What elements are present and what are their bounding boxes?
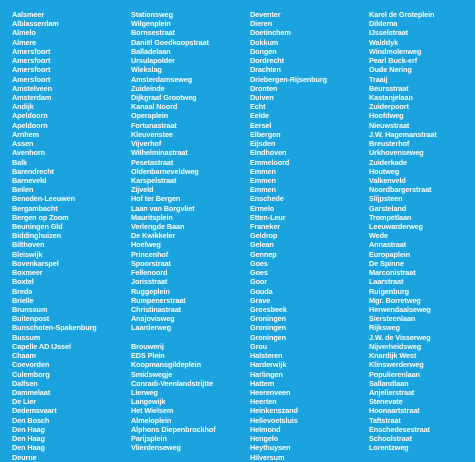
- list-item: Oldenbarneveldweg: [131, 166, 199, 176]
- list-item: IJsselstraat: [369, 28, 408, 38]
- list-item: Populierenlaan: [369, 369, 420, 379]
- list-item: Emmen: [250, 185, 276, 195]
- list-item: Harlingen: [250, 369, 283, 379]
- list-item: Brouwerij: [131, 341, 164, 351]
- list-item: Lorentzweg: [369, 443, 409, 453]
- list-item: Zuiderkade: [369, 157, 407, 167]
- list-item: Ansjovisweg: [131, 314, 175, 324]
- list-item: Valkenveld: [369, 175, 406, 185]
- list-item: Heerenveen: [250, 387, 291, 397]
- list-item: Amsterdam: [12, 92, 52, 102]
- list-item: Etten-Leur: [250, 212, 286, 222]
- list-item: Conradi-Veenlandstrijtte: [131, 378, 213, 388]
- list-item: Den Haag: [12, 424, 45, 434]
- list-item: Coevorden: [12, 360, 50, 370]
- column-3: [250, 10, 368, 462]
- list-item: Capelle AD IJssel: [12, 341, 71, 351]
- list-item: Wiekslag: [131, 65, 162, 75]
- list-item: Dieren: [250, 19, 273, 29]
- list-item: Bleiswijk: [12, 249, 43, 259]
- list-item: Karel de Groteplein: [369, 10, 435, 19]
- list-item: Garsteland: [369, 203, 407, 213]
- list-item: Fellenoord: [131, 268, 168, 278]
- list-item: Bilthoven: [12, 240, 45, 250]
- list-item: Eindhoven: [250, 148, 287, 158]
- list-item: EDS Plein: [131, 351, 165, 361]
- list-item: Pearl Buck-erf: [369, 56, 418, 66]
- list-item: Ursulapolder: [131, 56, 175, 66]
- list-item: Breda: [12, 286, 33, 296]
- list-item: Echt: [250, 102, 266, 112]
- list-item: Emmen: [250, 166, 276, 176]
- list-item: Schoolstraat: [369, 434, 412, 444]
- list-item: Vlierdenseweg: [131, 443, 181, 453]
- list-item: Smidswegje: [131, 369, 173, 379]
- list-item: Driebergen-Rijsenburg: [250, 74, 327, 84]
- list-gap: [131, 333, 249, 342]
- list-item: Hoofdweg: [369, 111, 404, 121]
- list-item: Culemborg: [12, 369, 50, 379]
- list-item: Den Haag: [12, 434, 45, 444]
- list-item: Emmen: [250, 175, 276, 185]
- list-item: Sallandlaan: [369, 378, 409, 388]
- list-item: Goes: [250, 268, 268, 278]
- list-item: Ruigenburg: [369, 286, 409, 296]
- list-item: Eijsden: [250, 139, 276, 149]
- list-item: Deurne: [12, 452, 37, 462]
- list-item: Het Wielsem: [131, 406, 174, 416]
- list-item: Nieuwstraat: [369, 120, 410, 130]
- list-item: Amersfoort: [12, 46, 51, 56]
- column-1: [12, 10, 130, 462]
- list-item: Laarstraat: [369, 277, 404, 287]
- list-item: Jorisstraat: [131, 277, 168, 287]
- list-item: Heinkenszand: [250, 406, 298, 416]
- list-item: Heythuysen: [250, 443, 291, 453]
- list-item: Stenevate: [369, 397, 403, 407]
- list-item: Dokkum: [250, 37, 279, 47]
- list-item: Beneden-Leeuwen: [12, 194, 75, 204]
- list-item: Rijksweg: [369, 323, 400, 333]
- list-item: Bergambacht: [12, 203, 58, 213]
- list-item: Walddyk: [369, 37, 399, 47]
- list-item: Dedemsvaart: [12, 406, 57, 416]
- list-item: Amstelveen: [12, 83, 52, 93]
- list-item: Rumpenerstraat: [131, 295, 186, 305]
- list-item: Lierweg: [131, 387, 158, 397]
- list-item: Enschedesestraat: [369, 424, 430, 434]
- list-item: Boxmeer: [12, 268, 43, 278]
- column-2: [131, 10, 249, 453]
- list-item: Koopmansgildeplein: [131, 360, 201, 370]
- list-item: Kanaal Noord: [131, 102, 178, 112]
- list-item: Amersfoort: [12, 56, 51, 66]
- list-item: Europaplein: [369, 249, 411, 259]
- list-item: Goes: [250, 258, 268, 268]
- list-item: Almeloplein: [131, 415, 172, 425]
- list-item: Stationsweg: [131, 10, 173, 19]
- list-item: Alblasserdam: [12, 19, 59, 29]
- list-item: Operaplein: [131, 111, 169, 121]
- list-item: Zuiderpoort: [369, 102, 409, 112]
- list-item: Halsteren: [250, 351, 283, 361]
- list-item: Franeker: [250, 222, 281, 232]
- list-item: Christinastraat: [131, 305, 181, 314]
- list-item: Balladelaan: [131, 46, 171, 56]
- list-item: Mauritsplein: [131, 212, 173, 222]
- list-item: Hoefweg: [131, 240, 161, 250]
- list-item: Barneveld: [12, 175, 47, 185]
- list-item: Herwendaalseweg: [369, 305, 431, 314]
- list-item: Traaij: [369, 74, 388, 84]
- list-item: Nijverheidsweg: [369, 341, 422, 351]
- list-item: Zijveld: [131, 185, 154, 195]
- list-item: Eelde: [250, 111, 269, 121]
- list-item: Assen: [12, 139, 34, 149]
- list-item: Klinswerderweg: [369, 360, 424, 370]
- list-item: Zuideinde: [131, 83, 165, 93]
- list-item: Verlengde Baan: [131, 222, 185, 232]
- list-item: Groesbeek: [250, 305, 287, 314]
- list-item: Breusterhof: [369, 139, 410, 149]
- list-item: Drachten: [250, 65, 281, 75]
- list-item: Deventer: [250, 10, 281, 19]
- list-item: De Kwikkeler: [131, 231, 176, 241]
- list-item: Bussum: [12, 332, 41, 342]
- list-item: Leeuwarderweg: [369, 222, 423, 232]
- list-item: Enschede: [250, 194, 284, 204]
- list-item: Chaam: [12, 351, 36, 361]
- list-item: Wilhelminastraat: [131, 148, 188, 158]
- list-item: Grave: [250, 295, 271, 305]
- list-item: Laan van Borgvliet: [131, 203, 195, 213]
- list-item: Duiven: [250, 92, 274, 102]
- list-item: Dalfsen: [12, 378, 38, 388]
- list-item: Doetinchem: [250, 28, 291, 38]
- list-item: Dijkgraaf Grootweg: [131, 92, 197, 102]
- list-item: Gelean: [250, 240, 274, 250]
- list-item: Buitenpost: [12, 314, 50, 324]
- list-item: Beilen: [12, 185, 34, 195]
- list-item: Almelo: [12, 28, 36, 38]
- list-item: Anjelierstraat: [369, 387, 415, 397]
- list-item: Kleuvenstee: [131, 129, 173, 139]
- list-item: Dilderna: [369, 19, 398, 29]
- column-4: [369, 10, 473, 453]
- list-item: Emmeloord: [250, 157, 290, 167]
- list-item: De Lier: [12, 397, 37, 407]
- list-item: Gennep: [250, 249, 277, 259]
- list-item: Biddinghuizen: [12, 231, 61, 241]
- list-item: Daniël Goedkoopstraat: [131, 37, 209, 47]
- list-item: Beursstraat: [369, 83, 409, 93]
- list-item: Helmond: [250, 424, 281, 434]
- list-item: Hilversum: [250, 452, 285, 462]
- list-item: Brunssum: [12, 305, 48, 314]
- list-item: Dordrecht: [250, 56, 284, 66]
- list-item: Wilgenplein: [131, 19, 171, 29]
- list-item: Heerten: [250, 397, 277, 407]
- list-item: Apeldoorn: [12, 111, 48, 121]
- list-item: Groningen: [250, 314, 286, 324]
- list-item: Harderwijk: [250, 360, 287, 370]
- list-item: Balk: [12, 157, 28, 167]
- list-item: Oude Nering: [369, 65, 412, 75]
- list-item: Andijk: [12, 102, 34, 112]
- list-item: Mgr. Borretweg: [369, 295, 421, 305]
- list-item: Groningen: [250, 332, 286, 342]
- list-item: Taftstraat: [369, 415, 401, 425]
- list-item: Ruggeplein: [131, 286, 170, 296]
- list-item: Hellevoetsluis: [250, 415, 298, 425]
- list-item: Avenhorn: [12, 148, 45, 158]
- list-item: Amersfoort: [12, 74, 51, 84]
- list-item: Brielle: [12, 295, 34, 305]
- list-item: Trompetlaan: [369, 212, 412, 222]
- list-item: Marconistraat: [369, 268, 416, 278]
- list-item: Urkhovenseweg: [369, 148, 424, 158]
- list-item: Annastraat: [369, 240, 407, 250]
- list-item: Bergen op Zoom: [12, 212, 69, 222]
- list-item: Almere: [12, 37, 37, 47]
- list-item: Siersteenlaan: [369, 314, 416, 324]
- list-item: De Spinne: [369, 258, 404, 268]
- list-item: J.W. Hagemanstraat: [369, 129, 437, 139]
- list-item: Pesetastraat: [131, 157, 174, 167]
- list-item: Grou: [250, 341, 268, 351]
- list-item: Houtweg: [369, 166, 400, 176]
- list-item: Geldrop: [250, 231, 278, 241]
- list-item: Dammelaat: [12, 387, 51, 397]
- list-item: Hengelo: [250, 434, 279, 444]
- list-item: Spoorstraat: [131, 258, 171, 268]
- list-item: Beuningen Gld: [12, 222, 63, 232]
- list-item: Eersel: [250, 120, 272, 130]
- list-item: Arnhem: [12, 129, 39, 139]
- list-item: Alphons Diepenbrockhof: [131, 424, 216, 434]
- list-item: Gouda: [250, 286, 273, 296]
- list-item: Bunschoten-Spakenburg: [12, 323, 97, 333]
- list-item: Slijpsteen: [369, 194, 403, 204]
- list-item: Den Bosch: [12, 415, 50, 425]
- list-item: Kastanjelaan: [369, 92, 413, 102]
- list-item: Groningen: [250, 323, 286, 333]
- list-item: Amsterdamseweg: [131, 74, 193, 84]
- list-item: Noordbargerstraat: [369, 185, 432, 195]
- list-item: Hoonaartstraat: [369, 406, 420, 416]
- list-item: Windmolenweg: [369, 46, 422, 56]
- list-item: Parijsplein: [131, 434, 167, 444]
- list-item: Hattem: [250, 378, 275, 388]
- list-item: Goor: [250, 277, 268, 287]
- list-item: Boxtel: [12, 277, 34, 287]
- list-item: Langewijk: [131, 397, 166, 407]
- list-item: Apeldoorn: [12, 120, 48, 130]
- list-item: Knardijk West: [369, 351, 417, 361]
- list-item: Den Haag: [12, 443, 45, 453]
- list-item: Bornsestraat: [131, 28, 175, 38]
- list-item: Aalsmeer: [12, 10, 45, 19]
- list-item: Wede: [369, 231, 388, 241]
- list-item: Amersfoort: [12, 65, 51, 75]
- list-item: Princenhof: [131, 249, 169, 259]
- list-item: Bovenkarspel: [12, 258, 59, 268]
- list-item: Laarderweg: [131, 323, 171, 333]
- list-item: Karspelstraat: [131, 175, 177, 185]
- list-item: Dongen: [250, 46, 277, 56]
- list-item: Barendrecht: [12, 166, 54, 176]
- list-item: Fortunastraat: [131, 120, 177, 130]
- list-item: Hof ter Bergen: [131, 194, 181, 204]
- list-item: Vijverhof: [131, 139, 162, 149]
- list-item: Elbergen: [250, 129, 281, 139]
- list-item: J.W. de Visserweg: [369, 332, 431, 342]
- list-item: Dronten: [250, 83, 278, 93]
- list-item: Ermelo: [250, 203, 275, 213]
